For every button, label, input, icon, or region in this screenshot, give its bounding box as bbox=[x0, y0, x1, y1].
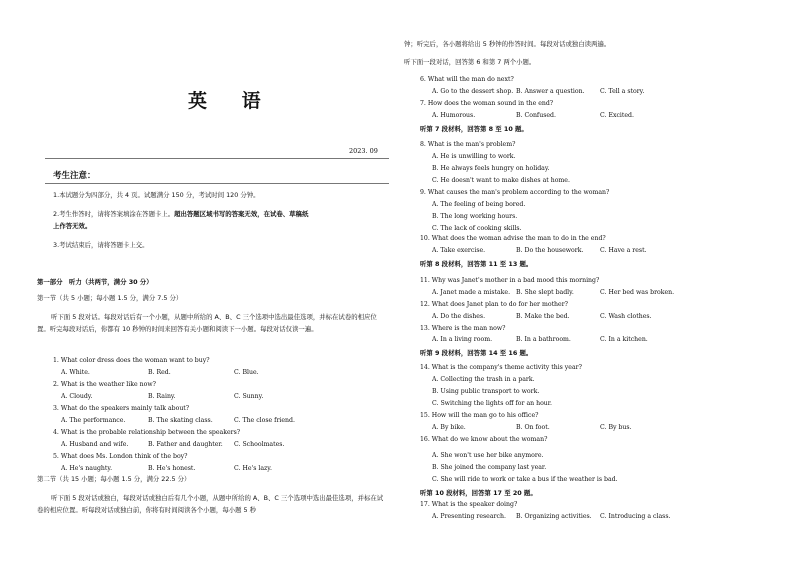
divider-notice bbox=[45, 183, 389, 184]
option: C. The lack of cooking skills. bbox=[432, 225, 522, 232]
option: B. She joined the company last year. bbox=[432, 464, 547, 471]
question: 9. What causes the man's problem according to the woman? bbox=[420, 189, 610, 196]
passage-heading: 听第 9 段材料，回答第 14 至 16 题。 bbox=[420, 349, 533, 357]
q2-option-b: B. Rainy. bbox=[148, 393, 176, 400]
notice-item-1: 1.本试题分为四部分，共 4 页。试题满分 150 分，考试时间 120 分钟。 bbox=[53, 191, 260, 199]
question: 14. What is the company's theme activity this year? bbox=[420, 364, 582, 371]
exam-date: 2023. 09 bbox=[349, 147, 378, 155]
option: A. She won't use her bike anymore. bbox=[432, 452, 544, 459]
question: 7. How does the woman sound in the end? bbox=[420, 100, 554, 107]
q5-option-c: C. He's lazy. bbox=[234, 465, 272, 472]
option-b: B. Confused. bbox=[516, 112, 556, 119]
q3-option-a: A. The performance. bbox=[61, 417, 126, 424]
option-a: A. Presenting research. bbox=[432, 513, 506, 520]
passage-heading: 听第 10 段材料，回答第 17 至 20 题。 bbox=[420, 489, 537, 497]
option-c: C. By bus. bbox=[600, 424, 632, 431]
option-b: B. She slept badly. bbox=[516, 289, 574, 296]
q4-option-c: C. Schoolmates. bbox=[234, 441, 285, 448]
question-4: 4. What is the probable relationship between the speakers? bbox=[53, 429, 241, 436]
option: A. He is unwilling to work. bbox=[432, 153, 516, 160]
question-1: 1. What color dress does the woman want to buy? bbox=[53, 357, 210, 364]
passage-heading: 听第 7 段材料，回答第 8 至 10 题。 bbox=[420, 125, 528, 133]
section2-heading: 第二节（共 15 小题；每小题 1.5 分，满分 22.5 分） bbox=[37, 475, 191, 483]
option-a: A. In a living room. bbox=[432, 336, 493, 343]
q2-option-c: C. Sunny. bbox=[234, 393, 264, 400]
option-b: B. Organizing activities. bbox=[516, 513, 592, 520]
notice-item-2: 2.考生作答时，请将答案填涂在答题卡上。超出答题区域书写的答案无效，在试卷、草稿纸 bbox=[53, 210, 309, 218]
option: A. The feeling of being bored. bbox=[432, 201, 526, 208]
option-b: B. Answer a question. bbox=[516, 88, 585, 95]
option-b: B. In a bathroom. bbox=[516, 336, 571, 343]
passage-heading: 听第 8 段材料，回答第 11 至 13 题。 bbox=[420, 260, 533, 268]
q5-option-a: A. He's naughty. bbox=[61, 465, 113, 472]
question: 10. What does the woman advise the man to do in the end? bbox=[420, 235, 606, 242]
question: 11. Why was Janet's mother in a bad mood this morning? bbox=[420, 277, 600, 284]
dialog-6-intro: 听下面一段对话，回答第 6 和第 7 两个小题。 bbox=[404, 58, 536, 66]
divider-top bbox=[45, 158, 389, 159]
option-a: A. By bike. bbox=[432, 424, 466, 431]
instructions-continued: 钟；听完后，各小题将给出 5 秒钟的作答时间。每段对话或独白读两遍。 bbox=[404, 40, 611, 48]
option-c: C. Introducing a class. bbox=[600, 513, 671, 520]
section1-instructions: 听下面 5 段对话。每段对话后有一个小题，从题中所给的 A、B、C 三个选项中选出最佳选项，并标在试卷的相应位置。听完每段对话后，你都有 10 秒钟的时间来回答有关小题和阅读下一小题。每段对话仅读一遍。 bbox=[37, 313, 377, 334]
notice-heading: 考生注意： bbox=[53, 171, 96, 181]
question-2: 2. What is the weather like now? bbox=[53, 381, 156, 388]
q4-option-b: B. Father and daughter. bbox=[148, 441, 223, 448]
option-c: C. Excited. bbox=[600, 112, 634, 119]
question: 12. What does Janet plan to do for her mother? bbox=[420, 301, 568, 308]
question: 16. What do we know about the woman? bbox=[420, 436, 548, 443]
option-c: C. In a kitchen. bbox=[600, 336, 648, 343]
option-c: C. Tell a story. bbox=[600, 88, 645, 95]
q1-option-a: A. White. bbox=[61, 369, 90, 376]
option-a: A. Take exercise. bbox=[432, 247, 486, 254]
question-3: 3. What do the speakers mainly talk about? bbox=[53, 405, 190, 412]
question: 13. Where is the man now? bbox=[420, 325, 506, 332]
q2-option-a: A. Cloudy. bbox=[61, 393, 93, 400]
part1-heading: 第一部分 听力（共两节，满分 30 分） bbox=[37, 278, 153, 286]
option-c: C. Have a rest. bbox=[600, 247, 647, 254]
option: B. He always feels hungry on holiday. bbox=[432, 165, 550, 172]
option: C. She will ride to work or take a bus if the weather is bad. bbox=[432, 476, 618, 483]
notice-item-2-cont: 上作答无效。 bbox=[53, 222, 92, 230]
option-b: B. On foot. bbox=[516, 424, 550, 431]
option: B. The long working hours. bbox=[432, 213, 518, 220]
notice-item-3: 3.考试结束后，请将答题卡上交。 bbox=[53, 241, 149, 249]
section2-instructions: 听下面 5 段对话或独白，每段对话或独白后有几个小题，从题中所给的 A、B、C 三个选项中选出最佳选项，并标在试卷的相应位置。听每段对话或独白前，你将有时间阅读各个小题，每小题 5 秒 bbox=[37, 494, 384, 515]
q3-option-c: C. The close friend. bbox=[234, 417, 295, 424]
option-c: C. Wash clothes. bbox=[600, 313, 652, 320]
question-5: 5. What does Ms. London think of the boy? bbox=[53, 453, 188, 460]
question: 17. What is the speaker doing? bbox=[420, 501, 518, 508]
option: C. He doesn't want to make dishes at home. bbox=[432, 177, 570, 184]
option-b: B. Make the bed. bbox=[516, 313, 570, 320]
option: C. Switching the lights off for an hour. bbox=[432, 400, 553, 407]
question: 15. How will the man go to his office? bbox=[420, 412, 539, 419]
q1-option-c: C. Blue. bbox=[234, 369, 259, 376]
option-a: A. Do the dishes. bbox=[432, 313, 486, 320]
option-a: A. Humorous. bbox=[432, 112, 476, 119]
option-c: C. Her bed was broken. bbox=[600, 289, 675, 296]
page-title: 英 语 bbox=[188, 90, 275, 112]
question: 6. What will the man do next? bbox=[420, 76, 514, 83]
q3-option-b: B. The skating class. bbox=[148, 417, 213, 424]
section1-heading: 第一节（共 5 小题；每小题 1.5 分，满分 7.5 分） bbox=[37, 294, 183, 302]
q4-option-a: A. Husband and wife. bbox=[61, 441, 129, 448]
option-a: A. Janet made a mistake. bbox=[432, 289, 511, 296]
option-b: B. Do the housework. bbox=[516, 247, 584, 254]
q1-option-b: B. Red. bbox=[148, 369, 171, 376]
option: B. Using public transport to work. bbox=[432, 388, 540, 395]
question: 8. What is the man's problem? bbox=[420, 141, 516, 148]
option-a: A. Go to the dessert shop. bbox=[432, 88, 514, 95]
q5-option-b: B. He's honest. bbox=[148, 465, 196, 472]
option: A. Collecting the trash in a park. bbox=[432, 376, 535, 383]
